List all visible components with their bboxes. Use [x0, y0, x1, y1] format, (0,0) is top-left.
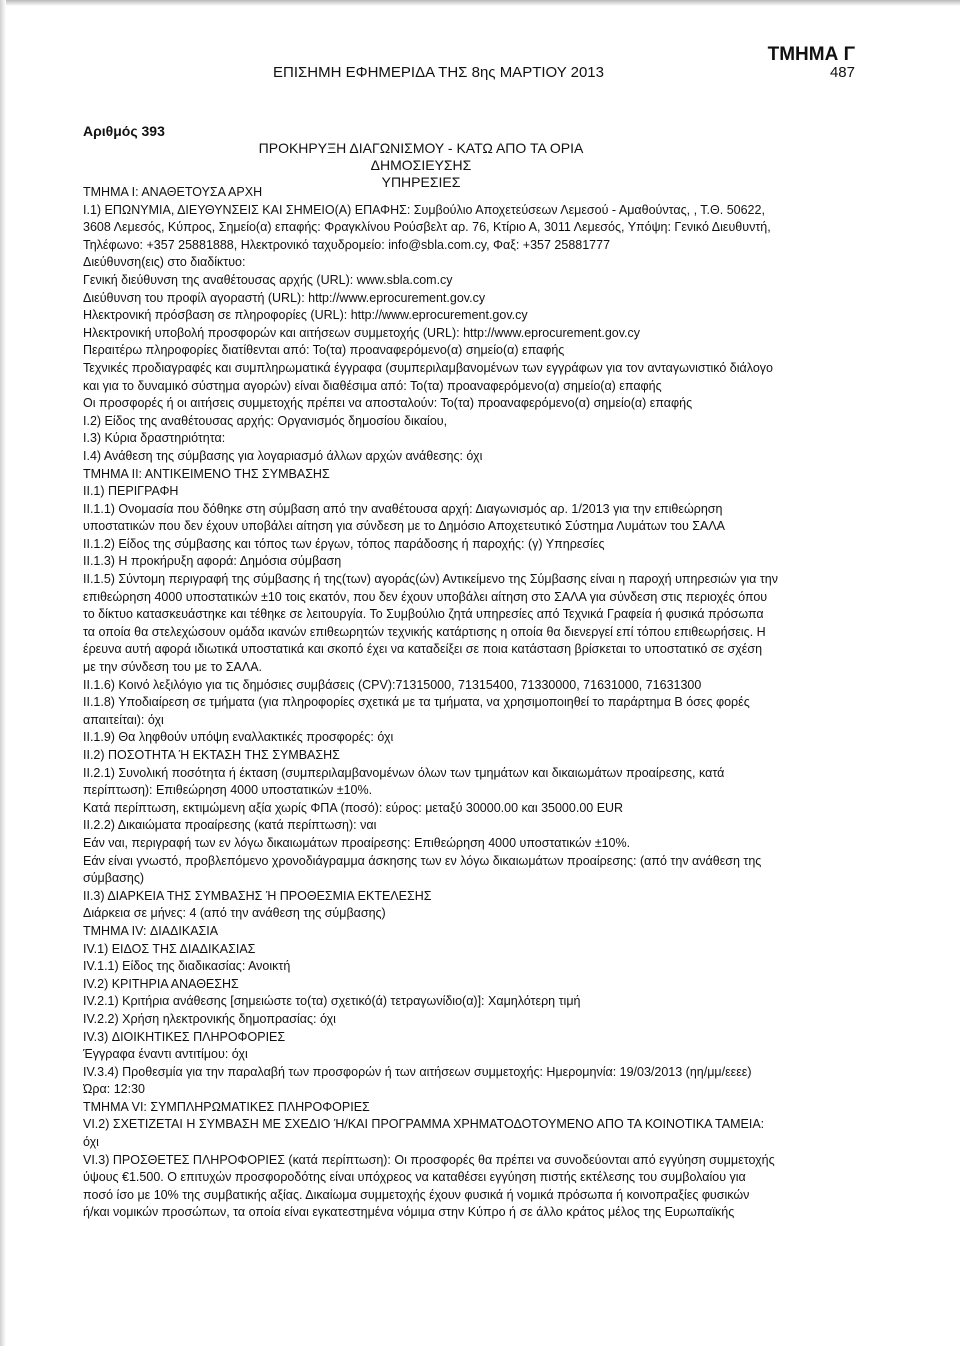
- body-line: ΙΙ.2.2) Δικαιώματα προαίρεσης (κατά περίπτωση): ναι: [83, 818, 377, 833]
- body-line: Περαιτέρω πληροφορίες διατίθενται από: Το(τα) προαναφερόμενο(α) σημείο(α) επαφής: [83, 343, 565, 358]
- body-line: IV.1.1) Είδος της διαδικασίας: Ανοικτή: [83, 959, 291, 974]
- body-line: υποστατικών που δεν έχουν υποβάλει αίτηση για σύνδεση με το Δημόσιο Αποχετευτικό Σύστημα Λυμάτων του ΣΑΛΑ: [83, 519, 726, 534]
- body-line: ΤΜΗΜΑ VI: ΣΥΜΠΛΗΡΩΜΑΤΙΚΕΣ ΠΛΗΡΟΦΟΡΙΕΣ: [83, 1099, 370, 1114]
- scan-top-edge: [0, 0, 960, 6]
- body-line: Γενική διεύθυνση της αναθέτουσας αρχής (URL): www.sbla.com.cy: [83, 272, 453, 287]
- journal-title: ΕΠΙΣΗΜΗ ΕΦΗΜΕΡΙΔΑ ΤΗΣ 8ης ΜΑΡΤΙΟΥ 2013: [273, 64, 604, 81]
- body-line: ΙΙ.1.2) Είδος της σύμβασης και τόπος των έργων, τόπος παράδοσης ή παροχής: (γ) Υπηρεσίες: [83, 536, 605, 551]
- body-line: ποσό ίσο με 10% της συμβατικής αξίας. Δικαίωμα συμμετοχής έχουν φυσικά ή νομικά πρόσωπα ή κοινοπραξίες φυσικών: [83, 1187, 750, 1202]
- body-line: Τεχνικές προδιαγραφές και συμπληρωματικά έγγραφα (συμπεριλαμβανομένων των εγγράφων για τον ανταγωνιστικό διάλογο: [83, 360, 773, 375]
- body-line: και για το δυναμικό σύστημα αγορών) είναι διαθέσιμα από: Το(τα) προαναφερόμενο(α) σημείο(α) επαφής: [83, 378, 662, 393]
- section-label: ΤΜΗΜΑ Γ: [767, 44, 855, 65]
- body-line: ΙΙ.3) ΔΙΑΡΚΕΙΑ ΤΗΣ ΣΥΜΒΑΣΗΣ Ή ΠΡΟΘΕΣΜΙΑ ΕΚΤΕΛΕΣΗΣ: [83, 888, 432, 903]
- body-line: Διεύθυνση(εις) στο διαδίκτυο:: [83, 255, 246, 270]
- page-number: 487: [829, 64, 855, 81]
- body-line: Ι.1) ΕΠΩΝΥΜΙΑ, ΔΙΕΥΘΥΝΣΕΙΣ ΚΑΙ ΣΗΜΕΙΟ(Α) ΕΠΑΦΗΣ: Συμβούλιο Αποχετεύσεων Λεμεσού - Αμαθούντας, , Τ.Θ. 50622,: [83, 202, 765, 217]
- body-line: Ώρα: 12:30: [83, 1082, 145, 1097]
- body-line: Ι.3) Κύρια δραστηριότητα:: [83, 431, 226, 446]
- notice-number: Αριθμός 393: [83, 123, 165, 139]
- notice-body: [83, 184, 865, 1222]
- body-line: έρευνα αυτή αφορά ιδιωτικά υποστατικά και σκοπό έχει να καταδείξει σε ποια κατάσταση βρίσκεται το υποστατικό σε σχέση: [83, 642, 763, 657]
- body-line: απαιτείται): όχι: [83, 712, 164, 727]
- body-line: ΙΙ.2.1) Συνολική ποσότητα ή έκταση (συμπεριλαμβανομένων όλων των τμημάτων και δικαιωμάτων προαίρεσης, κατά: [83, 765, 725, 780]
- body-line: Οι προσφορές ή οι αιτήσεις συμμετοχής πρέπει να αποσταλούν: Το(τα) προαναφερόμενο(α) σημείο(α) επαφής: [83, 396, 693, 411]
- scan-left-edge: [0, 0, 6, 1346]
- body-line: Διεύθυνση του προφίλ αγοραστή (URL): http://www.eprocurement.gov.cy: [83, 290, 486, 305]
- body-line: ύψους €1.500. Ο επιτυχών προσφοροδότης είναι υπόχρεος να καταθέσει εγγύηση πιστής εκτέλεσης του συμβολαίου για: [83, 1170, 746, 1185]
- body-line: IV.2.1) Κριτήρια ανάθεσης [σημειώστε το(τα) σχετικό(ά) τετραγωνίδιο(α)]: Χαμηλότερη τιμή: [83, 994, 581, 1009]
- body-line: περίπτωση): Επιθεώρηση 4000 υποστατικών ±10%.: [83, 783, 373, 798]
- body-line: ΙΙ.1.8) Υποδιαίρεση σε τμήματα (για πληροφορίες σχετικά με τα τμήματα, να χρησιμοποιηθεί το παράρτημα Β όσες φορές: [83, 695, 750, 710]
- body-line: όχι: [83, 1135, 99, 1150]
- body-line: IV.2) ΚΡΙΤΗΡΙΑ ΑΝΑΘΕΣΗΣ: [83, 976, 239, 991]
- body-line: ΙΙ.1.6) Κοινό λεξιλόγιο για τις δημόσιες συμβάσεις (CPV):71315000, 71315400, 71330000, 71631000, 71631300: [83, 677, 702, 692]
- body-line: IV.1) ΕΙΔΟΣ ΤΗΣ ΔΙΑΔΙΚΑΣΙΑΣ: [83, 941, 256, 956]
- body-line: Ηλεκτρονική πρόσβαση σε πληροφορίες (URL): http://www.eprocurement.gov.cy: [83, 308, 528, 323]
- body-line: Διάρκεια σε μήνες: 4 (από την ανάθεση της σύμβασης): [83, 906, 386, 921]
- body-line: Κατά περίπτωση, εκτιμώμενη αξία χωρίς ΦΠΑ (ποσό): εύρος: μεταξύ 30000.00 και 35000.00 EUR: [83, 800, 624, 815]
- notice-title-line: ΥΠΗΡΕΣΙΕΣ: [381, 174, 461, 190]
- body-line: τα οποία θα στελεχώσουν ομάδα ικανών επιθεωρητών τεχνικής κατάρτισης η οποία θα διενεργεί επί τόπου επιθεωρήσεις. Η: [83, 624, 766, 639]
- body-line: Εάν ναι, περιγραφή των εν λόγω δικαιωμάτων προαίρεσης: Επιθεώρηση 4000 υποστατικών ±10%.: [83, 835, 631, 850]
- body-line: επιθεώρηση 4000 υποστατικών ±10 τοις εκατόν, που δεν έχουν υποβάλει αίτηση στο ΣΑΛΑ για σύνδεση στις περιοχές όπου: [83, 589, 768, 604]
- body-line: ΙΙ.1.3) Η προκήρυξη αφορά: Δημόσια σύμβαση: [83, 554, 342, 569]
- body-line: VI.2) ΣΧΕΤΙΖΕΤΑΙ Η ΣΥΜΒΑΣΗ ΜΕ ΣΧΕΔΙΟ Ή/ΚΑΙ ΠΡΟΓΡΑΜΜΑ ΧΡΗΜΑΤΟΔΟΤΟΥΜΕΝΟ ΑΠΟ ΤΑ ΚΟΙΝΟΤΙΚΑ ΤΑΜΕΙΑ:: [83, 1117, 765, 1132]
- body-line: IV.2.2) Χρήση ηλεκτρονικής δημοπρασίας: όχι: [83, 1011, 336, 1026]
- body-line: ή/και νομικών προσώπων, τα οποία είναι εγκατεστημένα νόμιμα στην Κύπρο ή σε άλλο κράτος μέλος της Ευρωπαϊκής: [83, 1205, 735, 1220]
- body-line: Ηλεκτρονική υποβολή προσφορών και αιτήσεων συμμετοχής (URL): http://www.eprocurement.gov.cy: [83, 325, 641, 340]
- body-line: με την σύνδεση του με το ΣΑΛΑ.: [83, 660, 263, 675]
- body-line: ΙΙ.1.5) Σύντομη περιγραφή της σύμβασης ή της(των) αγοράς(ών) Αντικείμενο της Σύμβασης είναι η παροχή υπηρεσιών για την: [83, 572, 779, 587]
- body-line: το δίκτυο κατασκευάστηκε και τέθηκε σε λειτουργία. Το Συμβούλιο ζητά υπηρεσίες από Τεχνικά Γραφεία ή φυσικά πρόσωπα: [83, 607, 764, 622]
- body-line: ΙΙ.1.1) Ονομασία που δόθηκε στη σύμβαση από την αναθέτουσα αρχή: Διαγωνισμός αρ. 1/2013 για την επιθεώρηση: [83, 501, 723, 516]
- body-line: IV.3) ΔΙΟΙΚΗΤΙΚΕΣ ΠΛΗΡΟΦΟΡΙΕΣ: [83, 1029, 286, 1044]
- body-line: ΤΜΗΜΑ IV: ΔΙΑΔΙΚΑΣΙΑ: [83, 923, 219, 938]
- body-line: ΙΙ.1) ΠΕΡΙΓΡΑΦΗ: [83, 484, 179, 499]
- body-line: Ι.4) Ανάθεση της σύμβασης για λογαριασμό άλλων αρχών ανάθεσης: όχι: [83, 448, 483, 463]
- body-line: ΙΙ.2) ΠΟΣΟΤΗΤΑ Ή ΕΚΤΑΣΗ ΤΗΣ ΣΥΜΒΑΣΗΣ: [83, 748, 340, 762]
- body-line: VI.3) ΠΡΟΣΘΕΤΕΣ ΠΛΗΡΟΦΟΡΙΕΣ (κατά περίπτωση): Οι προσφορές θα πρέπει να συνοδεύονται από εγγύηση συμμετοχής: [83, 1152, 775, 1167]
- body-line: Έγγραφα έναντι αντιτίμου: όχι: [83, 1047, 248, 1062]
- body-line: ΤΜΗΜΑ ΙΙ: ΑΝΤΙΚΕΙΜΕΝΟ ΤΗΣ ΣΥΜΒΑΣΗΣ: [83, 466, 330, 481]
- body-line: ΤΜΗΜΑ Ι: ΑΝΑΘΕΤΟΥΣΑ ΑΡΧΗ: [83, 185, 263, 199]
- body-line: Εάν είναι γνωστό, προβλεπόμενο χρονοδιάγραμμα άσκησης των εν λόγω δικαιωμάτων προαίρεσης: (από την ανάθεση της: [83, 853, 762, 868]
- body-line: 3608 Λεμεσός, Κύπρος, Σημείο(α) επαφής: Φραγκλίνου Ρούσβελτ αρ. 76, Κτίριο Α, 3011 Λεμεσός, Υπόψη: Γενικό Διευθυντή,: [83, 220, 771, 235]
- notice-title-line: ΠΡΟΚΗΡΥΞΗ ΔΙΑΓΩΝΙΣΜΟΥ - ΚΑΤΩ ΑΠΟ ΤΑ ΟΡΙΑ ΔΗΜΟΣΙΕΥΣΗΣ: [258, 140, 584, 173]
- body-line: IV.3.4) Προθεσμία για την παραλαβή των προσφορών ή των αιτήσεων συμμετοχής: Ημερομηνία: 19/03/2013 (ηη/μμ/εεεε): [83, 1064, 752, 1079]
- body-line: Τηλέφωνο: +357 25881888, Ηλεκτρονικό ταχυδρομείο: info@sbla.com.cy, Φαξ: +357 25881777: [83, 237, 611, 252]
- body-line: Ι.2) Είδος της αναθέτουσας αρχής: Οργανισμός δημοσίου δικαίου,: [83, 413, 448, 428]
- body-line: σύμβασης): [83, 871, 145, 886]
- body-line: ΙΙ.1.9) Θα ληφθούν υπόψη εναλλακτικές προσφορές: όχι: [83, 730, 394, 745]
